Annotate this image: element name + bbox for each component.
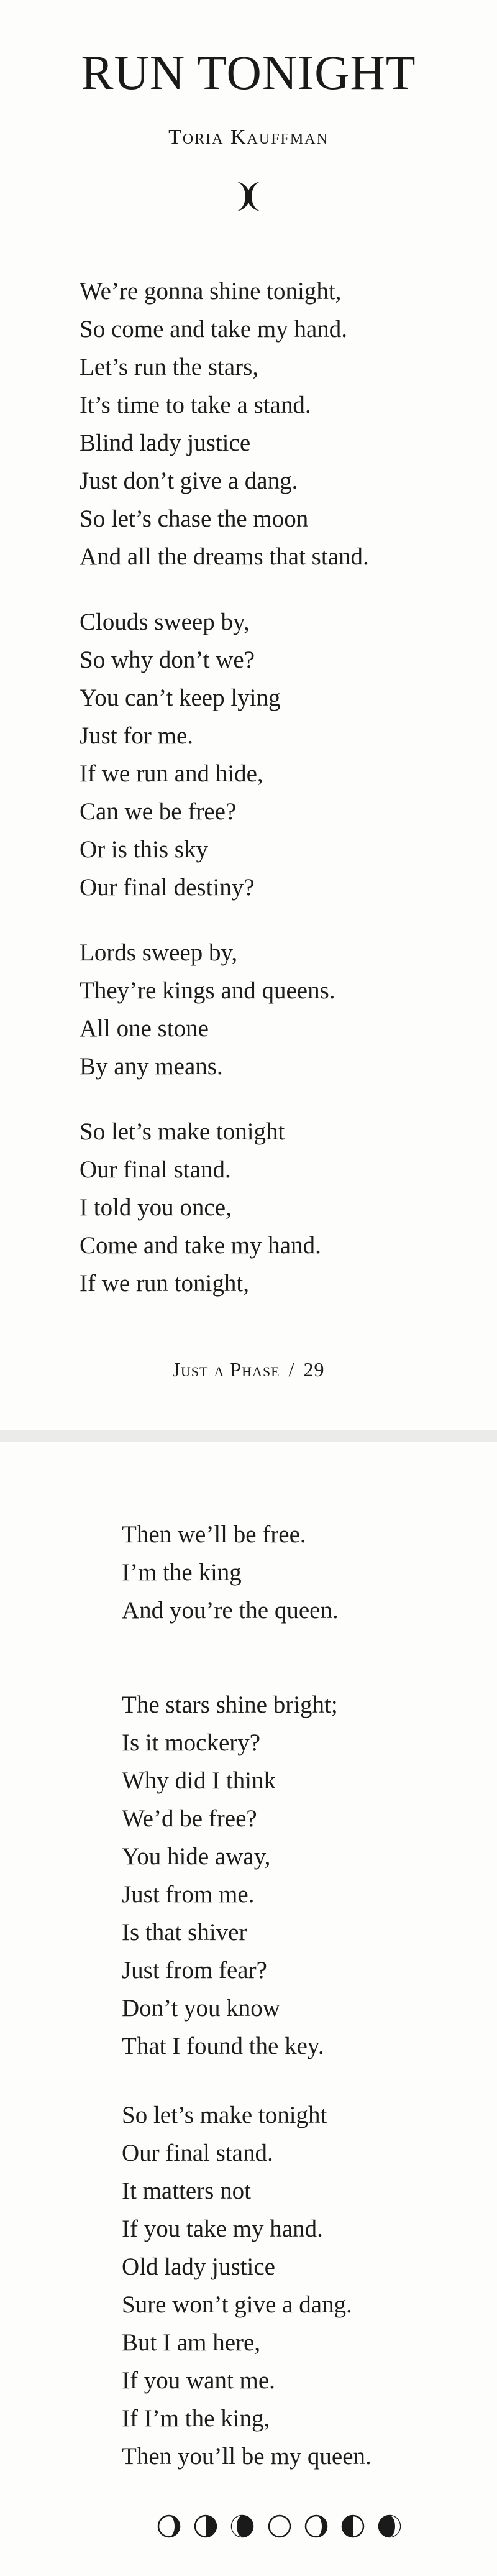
poem-line: Lords sweep by,	[80, 939, 238, 966]
stanza-4	[80, 1113, 321, 1302]
stanza-5	[122, 1516, 339, 1629]
poem-line: Then we’ll be free.	[122, 1521, 306, 1548]
poem-line: So let’s make tonight	[122, 2102, 327, 2128]
poem-line: By any means.	[80, 1053, 223, 1080]
poem-line: So let’s make tonight	[80, 1118, 285, 1145]
poem-line: Let’s run the stars,	[80, 354, 259, 380]
poem-line: Sure won’t give a dang.	[122, 2291, 352, 2318]
poem-line: If we run and hide,	[80, 760, 263, 787]
poem-line: Just from fear?	[122, 1957, 267, 1984]
poem-line: Is it mockery?	[122, 1729, 261, 1756]
poem-line: I told you once,	[80, 1194, 232, 1221]
poem-line: That I found the key.	[122, 2033, 324, 2059]
poem-line: Don’t you know	[122, 1995, 280, 2022]
stanza-2	[80, 603, 281, 906]
moon-phases-icon	[155, 2513, 404, 2540]
stanza-6	[122, 1686, 338, 2065]
poem-line: If we run tonight,	[80, 1270, 249, 1297]
poem-line: Our final stand.	[80, 1156, 231, 1183]
poem-line: They’re kings and queens.	[80, 977, 335, 1004]
footer-book-title: Just a Phase	[172, 1358, 280, 1381]
moon-waxing-gibbous-icon	[232, 2516, 253, 2537]
poem-line: Why did I think	[122, 1767, 276, 1794]
moon-first-quarter-icon	[195, 2516, 216, 2537]
poem-author: Toria Kauffman	[168, 126, 329, 149]
poem-line: Old lady justice	[122, 2253, 275, 2280]
poem-line: The stars shine bright;	[122, 1691, 338, 1718]
poem-line: Our final destiny?	[80, 874, 255, 901]
double-crescent-moon-icon	[217, 178, 280, 215]
poem-line: Come and take my hand.	[80, 1232, 321, 1259]
moon-waning-gibbous-icon	[306, 2516, 327, 2537]
poem-line: All one stone	[80, 1015, 209, 1042]
moon-full-icon	[269, 2516, 290, 2537]
poem-line: You can’t keep lying	[80, 684, 281, 711]
poem-line: And you’re the queen.	[122, 1597, 339, 1624]
poem-line: Is that shiver	[122, 1919, 247, 1946]
page-divider	[0, 1430, 497, 1442]
poem-line: Just don’t give a dang.	[80, 467, 298, 494]
poem-line: So let’s chase the moon	[80, 505, 309, 532]
poem-line: Just from me.	[122, 1881, 255, 1908]
poem-line: It matters not	[122, 2178, 251, 2204]
poem-line: I’m the king	[122, 1559, 242, 1586]
poem-line: Blind lady justice	[80, 430, 251, 456]
page-footer	[0, 1358, 497, 1381]
poem-line: Or is this sky	[80, 836, 208, 863]
poem-line: So come and take my hand.	[80, 316, 348, 343]
poem-line: But I am here,	[122, 2329, 261, 2356]
poem-line: So why don’t we?	[80, 646, 255, 673]
poem-line: You hide away,	[122, 1843, 271, 1870]
footer-separator: /	[288, 1358, 295, 1381]
stanza-7	[122, 2096, 372, 2475]
page-number: 29	[303, 1358, 325, 1381]
poem-line: If you take my hand.	[122, 2215, 323, 2242]
poem-line: Clouds sweep by,	[80, 609, 250, 635]
poem-line: We’re gonna shine tonight,	[80, 278, 342, 305]
book-page-right	[0, 1442, 497, 2576]
stanza-1	[80, 272, 369, 576]
poem-line: Our final stand.	[122, 2140, 273, 2166]
poem-line: If you want me.	[122, 2367, 275, 2394]
moon-waning-crescent-icon	[379, 2516, 400, 2537]
poem-line: Just for me.	[80, 722, 194, 749]
poem-line: We’d be free?	[122, 1805, 257, 1832]
poem-line: It’s time to take a stand.	[80, 392, 311, 418]
moon-waxing-crescent-icon	[158, 2516, 180, 2537]
stanza-3	[80, 934, 335, 1085]
moon-last-quarter-icon	[342, 2516, 363, 2537]
poem-line: If I’m the king,	[122, 2405, 270, 2432]
poem-title: RUN TONIGHT	[81, 45, 416, 99]
poem-line: Then you’ll be my queen.	[122, 2443, 372, 2470]
poem-line: Can we be free?	[80, 798, 237, 825]
poem-line: And all the dreams that stand.	[80, 543, 369, 570]
